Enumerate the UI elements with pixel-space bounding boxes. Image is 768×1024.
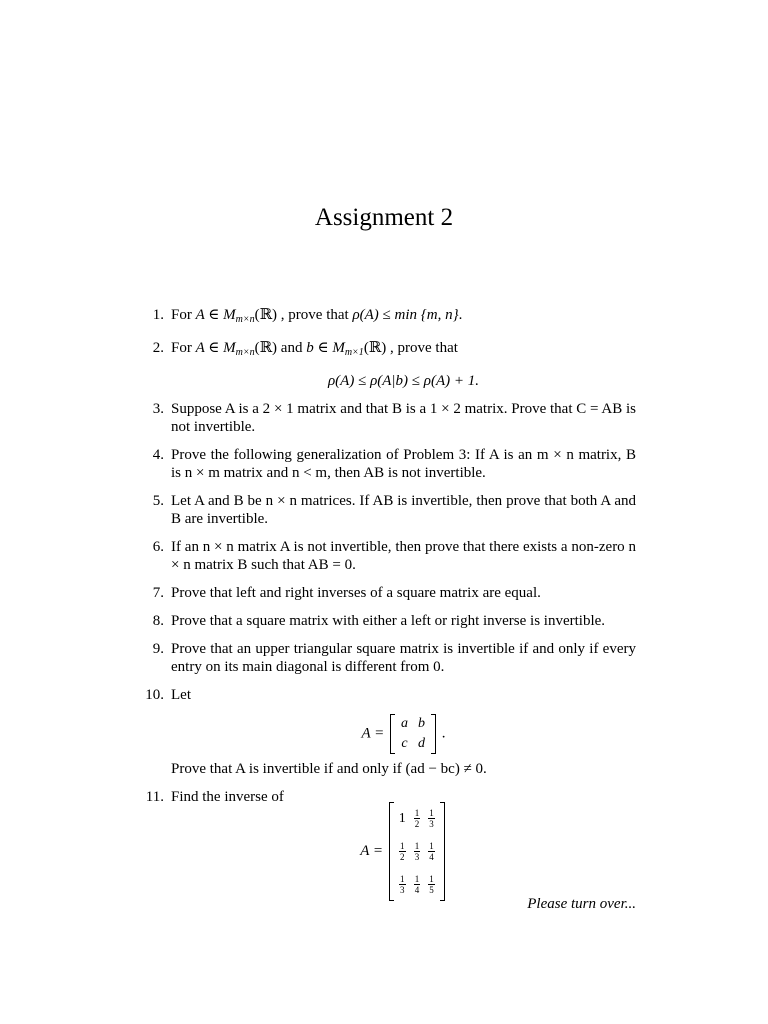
item-text: Let: [171, 687, 191, 703]
matrix-cell: 1: [398, 810, 406, 826]
item-number: 2.: [152, 340, 164, 356]
matrix-cell: d: [418, 736, 425, 751]
item-number: 3.: [152, 401, 164, 417]
item-number: 8.: [152, 613, 164, 629]
item-text: Find the inverse of: [171, 789, 284, 805]
item-text: Prove the following generalization of Problem 3: If A is an m × n matrix, B is n × m matrix and n < m, then AB is not invertible.: [171, 447, 636, 481]
matrix-cell: $\frac{1}{2}$: [414, 808, 420, 829]
item-number: 6.: [152, 539, 164, 555]
matrix-cell: $\frac{1}{5}$: [429, 874, 434, 895]
matrix-cell: $\frac{1}{3}$: [429, 808, 434, 829]
item-text: Prove that left and right inverses of a square matrix are equal.: [171, 585, 541, 601]
item-number: 10.: [145, 687, 164, 703]
item-text: Prove that A is invertible if and only if (ad − bc) ≠ 0.: [171, 761, 487, 777]
list-item: [144, 306, 636, 329]
list-item: [144, 492, 636, 528]
item-text: For A ∈ $M_{m\times n}(ℝ)$ , prove that ρ(A) ≤ min {m, n}.: [171, 307, 463, 325]
display-equation: A = a b c d .: [171, 714, 636, 754]
item-number: 9.: [152, 641, 164, 657]
item-number: 4.: [152, 447, 164, 463]
display-equation: ρ(A) ≤ ρ(A|b) ≤ ρ(A) + 1.: [327, 373, 480, 389]
matrix-2x2: [390, 714, 436, 754]
matrix-cell: c: [401, 736, 408, 751]
matrix-cell: $\frac{1}{3}$: [400, 874, 405, 895]
matrix-cell: $\frac{1}{4}$: [429, 841, 434, 862]
matrix-cell: $\frac{1}{3}$: [414, 841, 420, 862]
list-item: [144, 640, 636, 676]
footer-note: Please turn over...: [527, 896, 636, 912]
matrix-cell: $\frac{1}{4}$: [414, 874, 420, 895]
list-item: [144, 788, 636, 901]
page-title: Assignment 2: [314, 204, 454, 231]
list-item: [144, 400, 636, 436]
display-equation: A = 1 $\frac{1}{2}$ $\frac{1}{3}$ $\frac{1}{2}$ $\frac{1}{3}$ $\frac{1}{4}$ $\frac{1}{3}$ $\frac{1}{4}$ $\frac{1}{5}$: [171, 802, 636, 901]
item-number: 7.: [152, 585, 164, 601]
item-text: For A ∈ $M_{m\times n}(ℝ)$ and b ∈ $M_{m\times 1}(ℝ)$ , prove that: [171, 340, 458, 358]
matrix-cell: $\frac{1}{2}$: [400, 841, 405, 862]
list-item: [144, 584, 636, 602]
item-text: Let A and B be n × n matrices. If AB is invertible, then prove that both A and B are invertible.: [171, 493, 636, 527]
matrix-3x3: [389, 802, 445, 901]
matrix-cell: b: [418, 716, 425, 731]
list-item: [144, 612, 636, 630]
item-number: 5.: [152, 493, 164, 509]
list-item: [144, 538, 636, 574]
problem-list: [144, 306, 636, 911]
list-item: [144, 339, 636, 390]
item-text: Prove that a square matrix with either a left or right inverse is invertible.: [171, 613, 606, 629]
item-text: Prove that an upper triangular square matrix is invertible if and only if every entry on its main diagonal is different from 0.: [171, 641, 636, 675]
item-number: 1.: [152, 307, 164, 323]
list-item: [144, 686, 636, 778]
list-item: [144, 446, 636, 482]
matrix-cell: a: [401, 716, 408, 731]
item-text: If an n × n matrix A is not invertible, then prove that there exists a non-zero n × n matrix B such that AB = 0.: [171, 539, 636, 573]
item-text: Suppose A is a 2 × 1 matrix and that B is a 1 × 2 matrix. Prove that C = AB is not invertible.: [171, 401, 636, 435]
item-number: 11.: [145, 789, 164, 805]
